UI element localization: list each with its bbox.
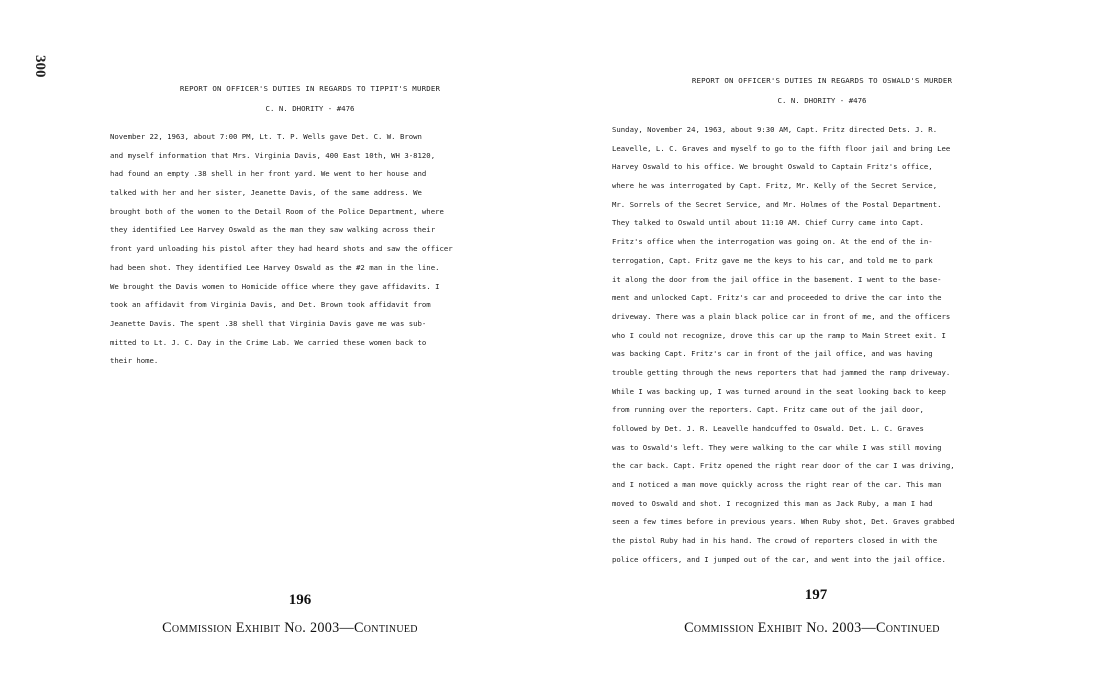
report-line: where he was interrogated by Capt. Fritz, Mr. Kelly of the Secret Service,: [612, 181, 938, 191]
report-line: Leavelle, L. C. Graves and myself to go to the fifth floor jail and bring Lee: [612, 143, 951, 153]
report-line: We brought the Davis women to Homicide office where they gave affidavits. I: [110, 281, 440, 291]
report-line: the car back. Capt. Fritz opened the right rear door of the car I was driving,: [612, 461, 955, 471]
report-line: talked with her and her sister, Jeanette Davis, of the same address. We: [110, 188, 422, 198]
report-line: and I noticed a man move quickly across the right rear of the car. This man: [612, 480, 942, 490]
report-line: ment and unlocked Capt. Fritz's car and proceeded to drive the car into the: [612, 293, 942, 303]
page-number: 196: [288, 592, 312, 608]
report-line: front yard unloading his pistol after they had heard shots and saw the officer: [110, 244, 453, 254]
report-line: moved to Oswald and shot. I recognized this man as Jack Ruby, a man I had: [612, 498, 933, 508]
report-line: brought both of the women to the Detail Room of the Police Department, where: [110, 206, 444, 216]
report-line: trouble getting through the news reporters that had jammed the ramp driveway.: [612, 367, 951, 377]
report-line: While I was backing up, I was turned around in the seat looking back to keep: [612, 386, 946, 396]
volume-page-number: 300: [32, 54, 48, 78]
report-line: they identified Lee Harvey Oswald as the man they saw walking across their: [110, 225, 436, 235]
report-line: Fritz's office when the interrogation was going on. At the end of the in-: [612, 237, 933, 247]
report-line: police officers, and I jumped out of the car, and went into the jail office.: [612, 554, 946, 564]
report-line: Harvey Oswald to his office. We brought Oswald to Captain Fritz's office,: [612, 162, 933, 172]
report-line: from running over the reporters. Capt. Fritz came out of the jail door,: [612, 405, 924, 415]
report-line: it along the door from the jail office in the basement. I went to the base-: [612, 274, 942, 284]
report-line: had been shot. They identified Lee Harvey Oswald as the #2 man in the line.: [110, 262, 440, 272]
report-line: They talked to Oswald until about 11:10 AM. Chief Curry came into Capt.: [612, 218, 924, 228]
report-body: [612, 121, 1032, 570]
exhibit-caption: Commission Exhibit No. 2003—Continued: [162, 620, 418, 636]
report-heading: REPORT ON OFFICER'S DUTIES IN REGARDS TO TIPPIT'S MURDER: [179, 84, 441, 93]
report-line: was backing Capt. Fritz's car in front of the jail office, and was having: [612, 349, 933, 359]
report-body: [110, 128, 510, 371]
report-line: their home.: [110, 356, 159, 366]
report-line: Sunday, November 24, 1963, about 9:30 AM, Capt. Fritz directed Dets. J. R.: [612, 125, 938, 134]
report-line: was to Oswald's left. They were walking to the car while I was still moving: [612, 442, 942, 452]
report-line: followed by Det. J. R. Leavelle handcuffed to Oswald. Det. L. C. Graves: [612, 424, 924, 433]
page-number: 197: [804, 587, 828, 603]
report-line: Jeanette Davis. The spent .38 shell that Virginia Davis gave me was sub-: [110, 318, 427, 328]
report-line: driveway. There was a plain black police car in front of me, and the officers: [612, 311, 951, 321]
report-heading: REPORT ON OFFICER'S DUTIES IN REGARDS TO OSWALD'S MURDER: [691, 76, 953, 85]
report-line: the pistol Ruby had in his hand. The crowd of reporters closed in with the: [612, 536, 938, 546]
report-line: seen a few times before in previous years. When Ruby shot, Det. Graves grabbed: [612, 517, 955, 527]
report-line: and myself information that Mrs. Virginia Davis, 400 East 10th, WH 3-8120,: [110, 150, 436, 160]
report-line: November 22, 1963, about 7:00 PM, Lt. T. P. Wells gave Det. C. W. Brown: [110, 132, 422, 141]
report-line: mitted to Lt. J. C. Day in the Crime Lab. We carried these women back to: [110, 337, 427, 347]
officer-name: C. N. DHORITY - #476: [777, 96, 867, 105]
report-line: terrogation, Capt. Fritz gave me the keys to his car, and told me to park: [612, 255, 933, 265]
officer-name: C. N. DHORITY - #476: [265, 104, 355, 113]
report-line: had found an empty .38 shell in her front yard. We went to her house and: [110, 169, 427, 179]
report-line: who I could not recognize, drove this car up the ramp to Main Street exit. I: [612, 330, 946, 340]
exhibit-caption: Commission Exhibit No. 2003—Continued: [684, 620, 940, 636]
report-line: took an affidavit from Virginia Davis, and Det. Brown took affidavit from: [110, 300, 431, 310]
report-line: Mr. Sorrels of the Secret Service, and Mr. Holmes of the Postal Department.: [612, 199, 942, 209]
